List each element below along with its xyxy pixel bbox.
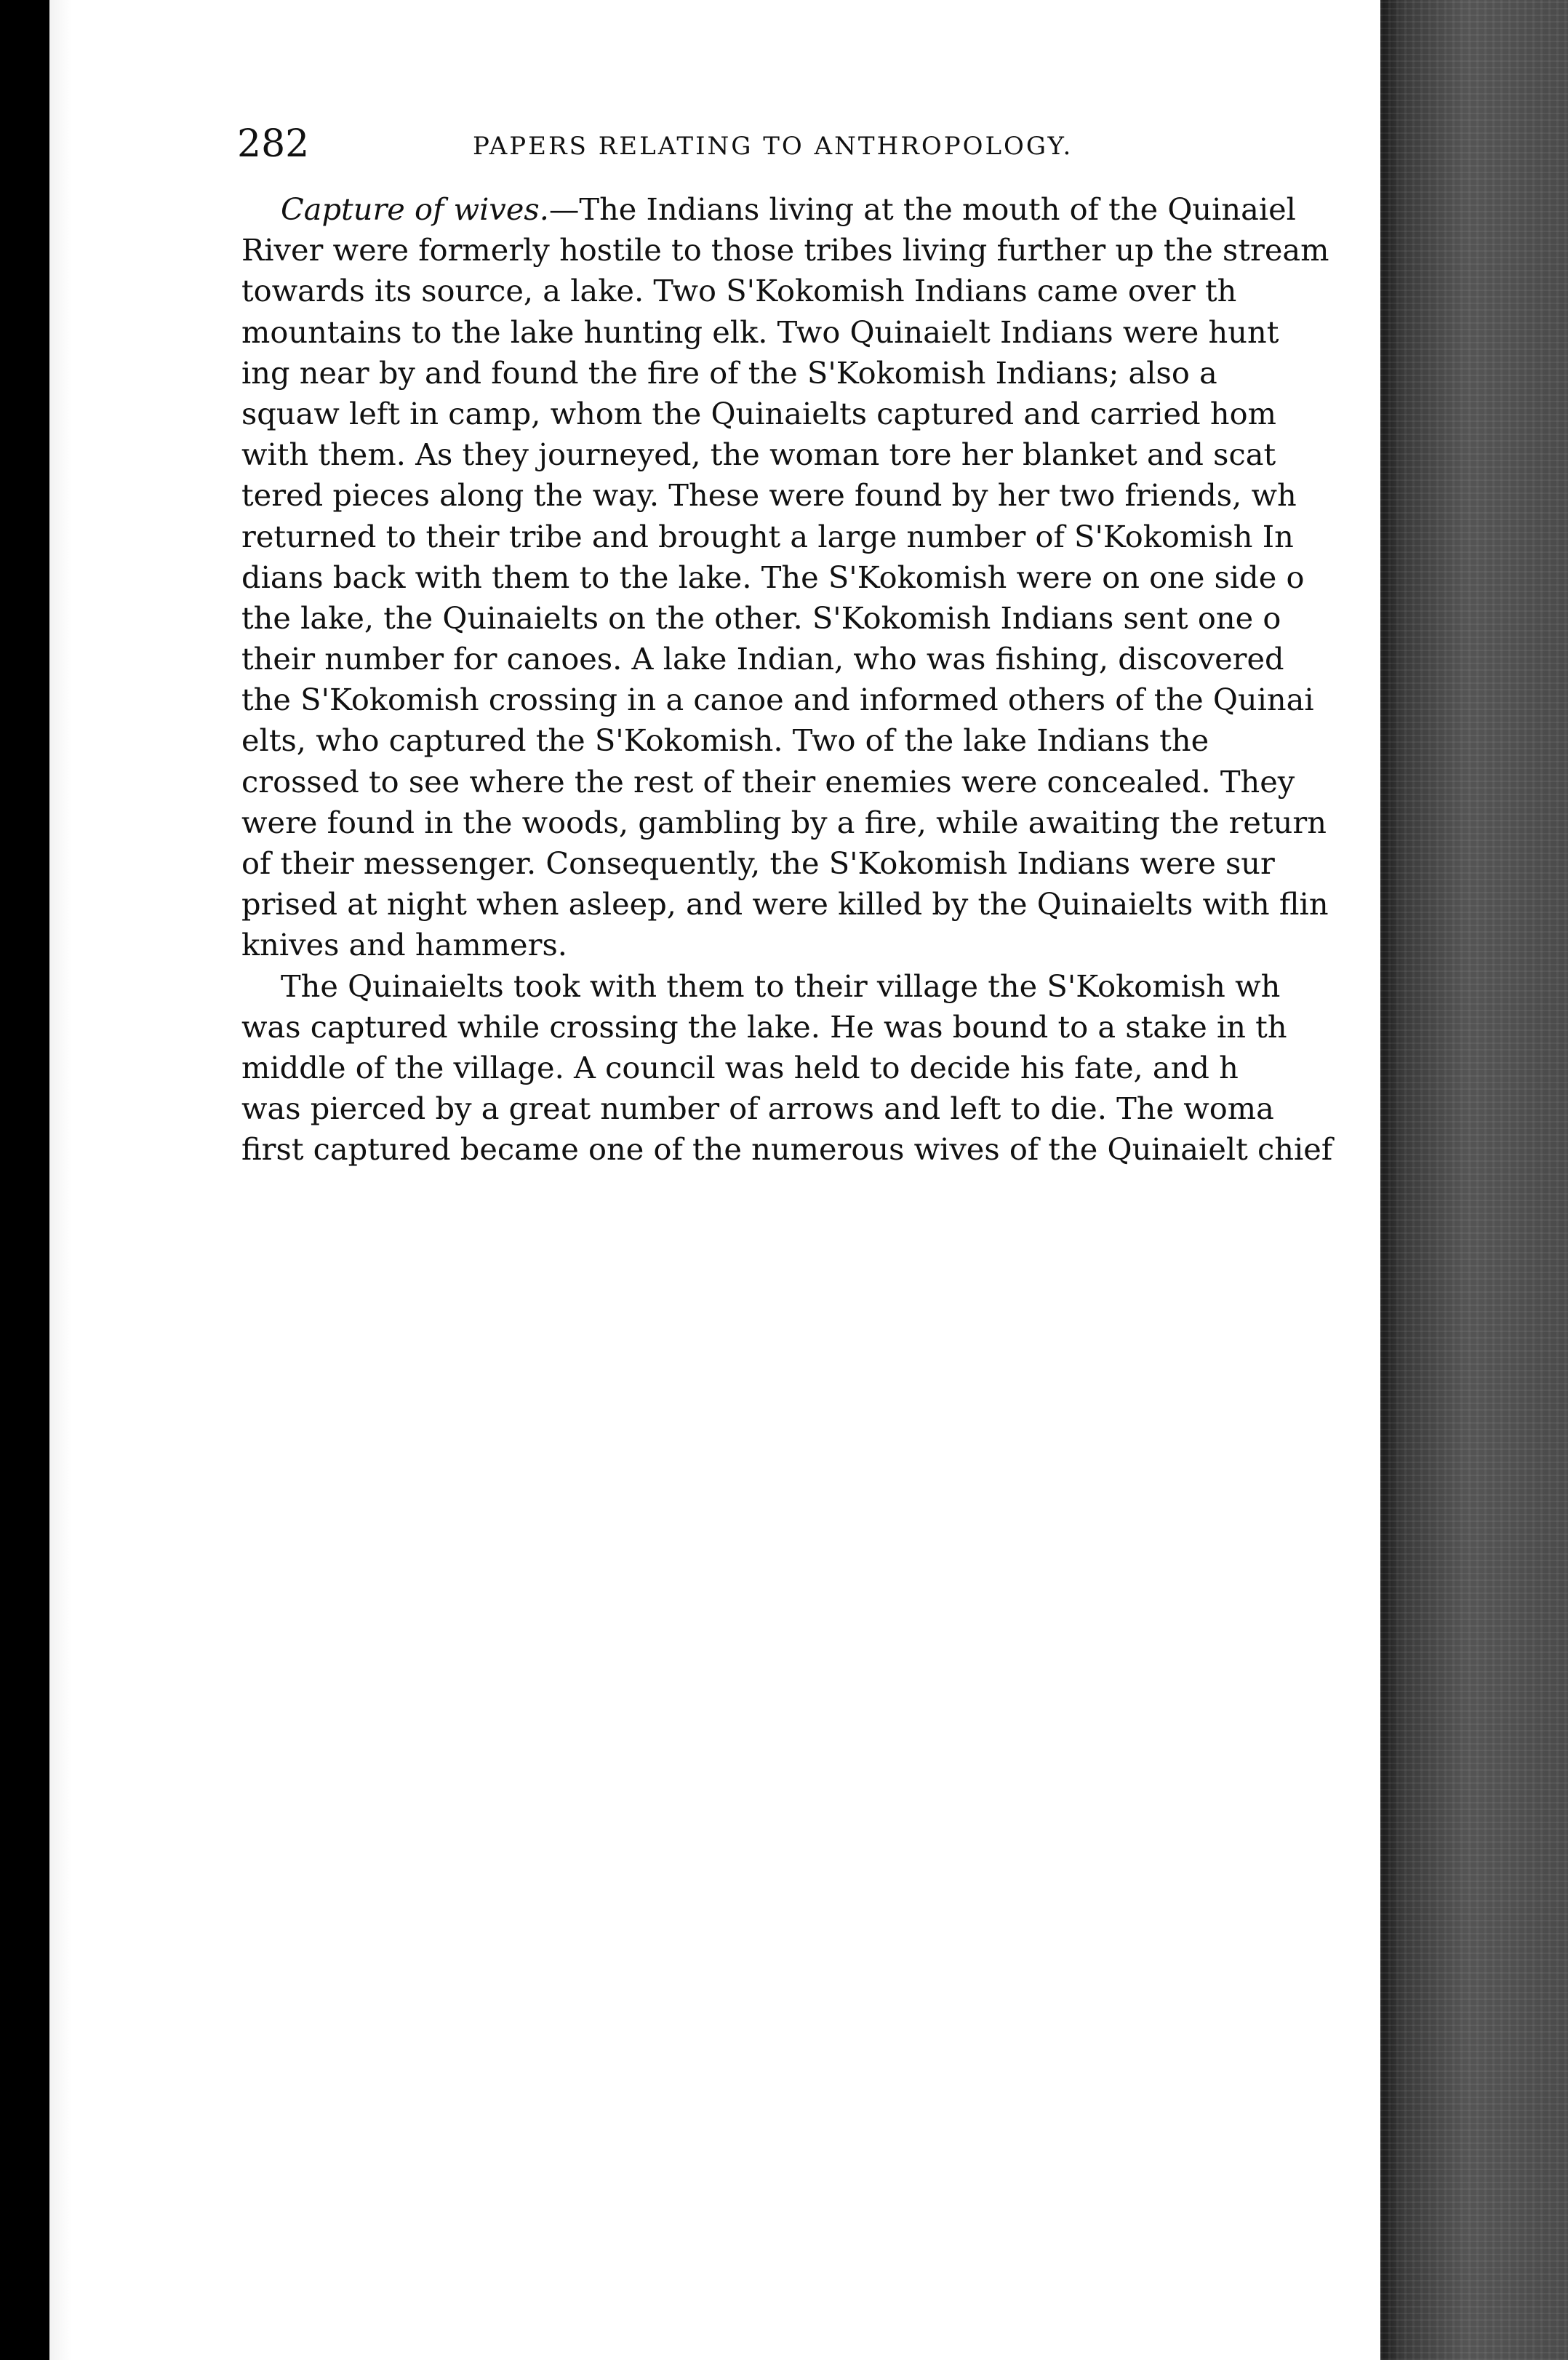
text-line: their number for canoes. A lake Indian, who was fishing, discovered — [241, 641, 1284, 677]
text-line: River were formerly hostile to those tribes living further up the stream — [241, 232, 1329, 268]
text-line: of their messenger. Consequently, the S'Kokomish Indians were sur — [241, 845, 1275, 881]
book-binding-edge — [1380, 0, 1568, 2360]
text-line: The Quinaielts took with them to their village the S'Kokomish wh — [281, 968, 1281, 1004]
text-line: with them. As they journeyed, the woman tore her blanket and scat — [241, 436, 1276, 473]
running-head: PAPERS RELATING TO ANTHROPOLOGY. — [473, 132, 1073, 161]
text-line: was pierced by a great number of arrows and left to die. The woma — [241, 1091, 1274, 1127]
text-line: crossed to see where the rest of their enemies were concealed. They — [241, 763, 1295, 800]
paper-left-shadow — [49, 0, 71, 2360]
text-line: towards its source, a lake. Two S'Kokomish Indians came over th — [241, 273, 1237, 309]
text-line: elts, who captured the S'Kokomish. Two of the lake Indians the — [241, 722, 1209, 759]
page-number: 282 — [237, 122, 310, 166]
text-line — [241, 189, 1391, 230]
text-line: the lake, the Quinaielts on the other. S'Kokomish Indians sent one o — [241, 599, 1281, 636]
text-line: first captured became one of the numerous wives of the Quinaielt chief — [241, 1131, 1333, 1168]
text-line: dians back with them to the lake. The S'Kokomish were on one side o — [241, 559, 1305, 595]
text-line: ing near by and found the fire of the S'Kokomish Indians; also a — [241, 354, 1217, 391]
text-line-content: —The Indians living at the mouth of the Quinaiel — [548, 191, 1296, 227]
text-line: prised at night when asleep, and were killed by the Quinaielts with flin — [241, 886, 1329, 922]
text-line: mountains to the lake hunting elk. Two Quinaielt Indians were hunt — [241, 314, 1279, 350]
text-line: were found in the woods, gambling by a fire, while awaiting the return — [241, 804, 1327, 840]
text-line: returned to their tribe and brought a large number of S'Kokomish In — [241, 518, 1294, 554]
text-line: the S'Kokomish crossing in a canoe and informed others of the Quinai — [241, 682, 1314, 718]
page-header — [237, 119, 1372, 170]
section-title: Capture of wives. — [281, 191, 549, 227]
text-line: tered pieces along the way. These were found by her two friends, wh — [241, 477, 1297, 514]
text-line: knives and hammers. — [241, 927, 567, 963]
text-line: middle of the village. A council was held to decide his fate, and h — [241, 1049, 1239, 1085]
text-line: was captured while crossing the lake. He was bound to a stake in th — [241, 1008, 1287, 1045]
text-line: squaw left in camp, whom the Quinaielts captured and carried hom — [241, 395, 1276, 431]
body-text — [241, 189, 1391, 1266]
